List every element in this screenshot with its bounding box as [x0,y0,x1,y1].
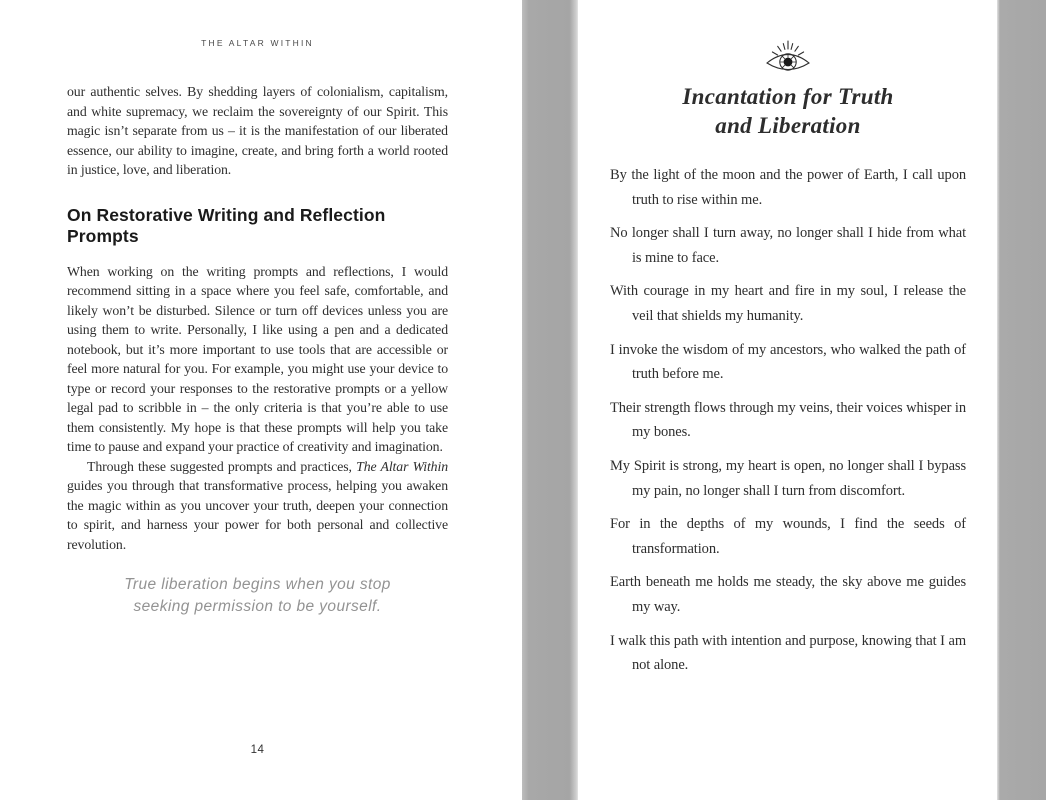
running-header: THE ALTAR WITHIN [201,38,314,48]
paragraph-prompts-advice: When working on the writing prompts and reflections, I would recommend sitting in a space where you feel safe, comfortable, and likely won’t be disturbed. Silence or turn off devices unless you are using them to write. Personally, I like using a pen and a dedicated notebook, but it’s more important to use tools that are accessible or feel more natural for you. For example, you might use your device to type or record your responses to the restorative prompts or a yellow legal pad to scribble in – the only criteria is that you’re able to use them consistently. My hope is that these prompts will help you take time to pause and expand your practice of creativity and imagination. [67,263,448,454]
verse-line: Earth beneath me holds me steady, the sky above me guides my way. [610,574,966,615]
chapter-title [610,82,966,140]
verse-line: With courage in my heart and fire in my soul, I release the veil that shields my humanity. [610,283,966,324]
section-heading: On Restorative Writing and Reflection Prompts [67,204,386,246]
paragraph-continuation: our authentic selves. By shedding layers of colonialism, capitalism, and white supremacy, we reclaim the sovereignty of our Spirit. This magic isn’t separate from us – it is the manifestation of our liberated essence, our ability to imagine, create, and bring forth a world rooted in justice, love, and liberation. [67,84,448,177]
verse-line: I walk this path with intention and purpose, knowing that I am not alone. [610,632,966,674]
left-page-content [67,0,448,617]
page-gutter [522,0,578,800]
left-page [0,0,522,800]
pull-quote-line-2: seeking permission to be yourself. [133,597,382,615]
verse-line: I invoke the wisdom of my ancestors, who walked the path of truth before me. [610,341,966,383]
pull-quote-line-1: True liberation begins when you stop [124,576,391,593]
verse-line: No longer shall I turn away, no longer shall I hide from what is mine to face. [610,225,966,266]
chapter-title-line-2: and Liberation [715,113,861,138]
eye-icon [764,36,812,76]
right-page [578,0,997,800]
paragraph-book-purpose [67,457,448,555]
pull-quote [67,574,448,617]
chapter-title-line-1: Incantation for Truth [682,84,894,109]
verse-line: Their strength flows through my veins, their voices whisper in my bones. [610,399,966,441]
verse-line: My Spirit is strong, my heart is open, no longer shall I bypass my pain, no longer shall I turn from discomfort. [610,457,966,499]
right-page-content [610,0,966,687]
paragraph-text-after: guides you through that transformative process, helping you awaken the magic within as you uncover your truth, deepen your connection to spirit, and harness your power for both personal and collective revolution. [67,478,448,552]
scan-background-edge [997,0,1046,800]
verse-line: For in the depths of my wounds, I find the seeds of transformation. [610,516,966,557]
inline-book-title: The Altar Within [356,458,449,474]
paragraph-text-before: Through these suggested prompts and practices, [87,458,357,474]
verse-line: By the light of the moon and the power of Earth, I call upon truth to rise within me. [610,167,966,208]
page-number: 14 [250,744,265,756]
incantation-verses [610,163,966,678]
